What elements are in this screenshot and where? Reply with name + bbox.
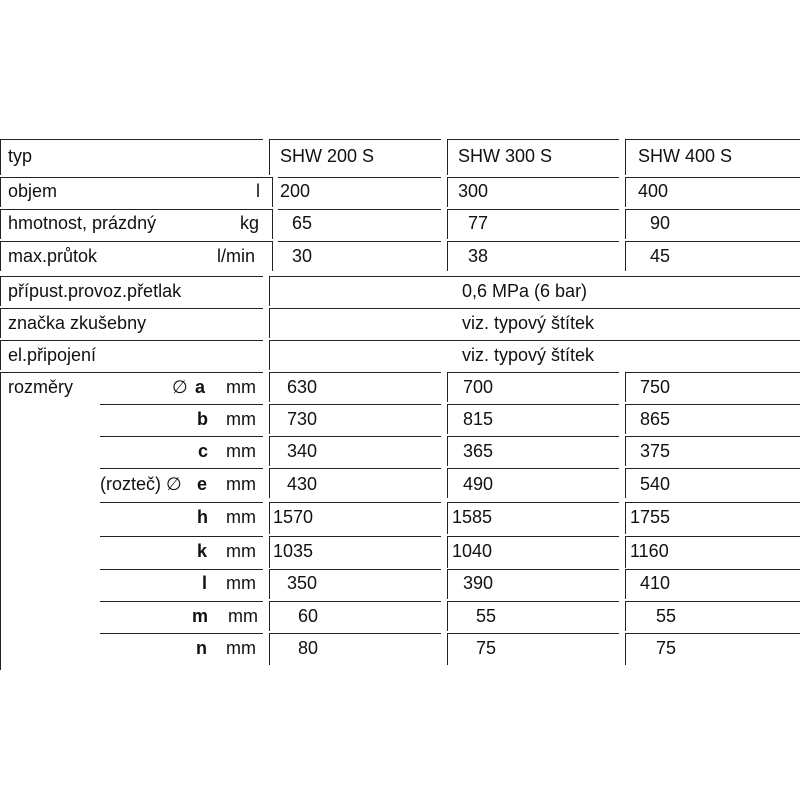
col-divider (447, 468, 448, 498)
col-divider (0, 241, 1, 271)
cell-value: 75 (656, 638, 677, 658)
cell-value: 350 (287, 573, 318, 593)
row-label-hmotnost: hmotnost, prázdný (8, 213, 157, 233)
cell-value: 375 (640, 441, 671, 461)
row-divider (100, 436, 263, 437)
cell-value: 400 (638, 181, 669, 201)
row-divider (625, 436, 800, 437)
dim-key: k (197, 541, 208, 561)
col-divider (625, 468, 626, 498)
row-divider (447, 601, 619, 602)
row-divider (625, 468, 800, 469)
dim-key: e (197, 474, 208, 494)
cell-value: 65 (292, 213, 313, 233)
col-divider (447, 209, 448, 239)
col-divider (625, 241, 626, 271)
col-divider (269, 633, 270, 665)
row-divider (100, 502, 263, 503)
cell-value: 750 (640, 377, 671, 397)
col-divider (625, 633, 626, 665)
cell-value: 340 (287, 441, 318, 461)
row-divider (278, 241, 441, 242)
row-divider (269, 468, 441, 469)
unit-label: mm (226, 441, 256, 461)
row-divider (0, 308, 263, 309)
cell-value: 430 (287, 474, 318, 494)
unit-label: mm (228, 606, 258, 626)
row-label-zkusebny: značka zkušebny (8, 313, 147, 333)
row-divider (269, 536, 441, 537)
col-divider (0, 340, 1, 370)
row-divider (269, 404, 441, 405)
row-divider (100, 633, 263, 634)
col-divider (625, 209, 626, 239)
col-divider (269, 601, 270, 631)
column-header: SHW 300 S (458, 146, 553, 166)
row-divider (447, 633, 619, 634)
dim-key: c (198, 441, 209, 461)
col-divider (272, 209, 273, 239)
cell-value: 390 (463, 573, 494, 593)
cell-value: 1755 (630, 507, 671, 527)
row-divider (269, 372, 441, 373)
cell-value: 90 (650, 213, 671, 233)
col-divider (269, 340, 270, 370)
unit-label: kg (240, 213, 260, 233)
col-divider (269, 536, 270, 568)
row-divider (0, 372, 263, 373)
cell-value: 77 (468, 213, 489, 233)
col-divider (625, 536, 626, 568)
cell-value: 38 (468, 246, 489, 266)
col-divider (447, 404, 448, 434)
col-divider (0, 372, 1, 670)
cell-value: 365 (463, 441, 494, 461)
col-divider (269, 436, 270, 466)
col-divider (269, 404, 270, 434)
row-divider (625, 404, 800, 405)
row-divider (625, 372, 800, 373)
dim-key: h (197, 507, 208, 527)
cell-value: 540 (640, 474, 671, 494)
row-divider (625, 536, 800, 537)
col-divider (0, 139, 1, 175)
col-divider (625, 601, 626, 631)
row-divider (447, 468, 619, 469)
col-divider (447, 372, 448, 402)
row-label-pripojeni: el.připojení (8, 345, 97, 365)
row-divider (0, 241, 272, 242)
row-divider (269, 308, 800, 309)
col-divider (269, 308, 270, 338)
row-divider (269, 569, 441, 570)
col-divider (447, 633, 448, 665)
cell-value: 1040 (452, 541, 493, 561)
row-divider (278, 177, 441, 178)
dim-key: n (196, 638, 207, 658)
row-divider (100, 601, 263, 602)
cell-value: 865 (640, 409, 671, 429)
col-divider (625, 177, 626, 207)
row-divider (447, 139, 619, 140)
col-divider (625, 139, 626, 175)
row-divider (269, 276, 800, 277)
row-divider (0, 209, 272, 210)
cell-value: 815 (463, 409, 494, 429)
col-divider (625, 502, 626, 534)
cell-value: 1035 (273, 541, 314, 561)
unit-label: mm (226, 377, 256, 397)
row-divider (100, 536, 263, 537)
row-divider (100, 569, 263, 570)
dim-key: l (202, 573, 208, 593)
row-divider (278, 209, 441, 210)
row-divider (625, 241, 800, 242)
col-divider (625, 436, 626, 466)
unit-label: mm (226, 409, 256, 429)
dim-key: m (192, 606, 209, 626)
col-divider (269, 372, 270, 402)
cell-value: viz. typový štítek (462, 313, 595, 333)
row-divider (100, 404, 263, 405)
cell-value: 200 (280, 181, 311, 201)
unit-label: l (256, 181, 260, 201)
unit-label: mm (226, 541, 256, 561)
row-divider (625, 177, 800, 178)
cell-value: 1160 (630, 541, 669, 561)
col-divider (447, 241, 448, 271)
row-label-rozmery: rozměry (8, 377, 74, 397)
col-divider (0, 308, 1, 338)
cell-value: viz. typový štítek (462, 345, 595, 365)
row-divider (447, 404, 619, 405)
unit-label: mm (226, 573, 256, 593)
row-divider (447, 209, 619, 210)
col-divider (447, 177, 448, 207)
row-label-prutok: max.průtok (8, 246, 98, 266)
col-divider (269, 502, 270, 534)
row-divider (447, 177, 619, 178)
row-divider (447, 536, 619, 537)
cell-value: 730 (287, 409, 318, 429)
row-divider (625, 601, 800, 602)
cell-value: 700 (463, 377, 494, 397)
col-divider (625, 404, 626, 434)
cell-value: 490 (463, 474, 494, 494)
row-divider (0, 177, 272, 178)
row-divider (100, 468, 263, 469)
row-divider (269, 633, 441, 634)
cell-value: 1570 (273, 507, 314, 527)
cell-value: 80 (298, 638, 319, 658)
cell-value: 55 (656, 606, 677, 626)
row-divider (447, 372, 619, 373)
row-divider (269, 340, 800, 341)
pitch-diameter-label: (rozteč) ∅ (100, 474, 182, 494)
col-divider (269, 139, 270, 175)
row-divider (447, 436, 619, 437)
col-divider (447, 601, 448, 631)
cell-value: 1585 (452, 507, 493, 527)
col-divider (0, 276, 1, 306)
col-divider (625, 569, 626, 599)
cell-value: 300 (458, 181, 489, 201)
dim-key: a (195, 377, 206, 397)
col-divider (625, 372, 626, 402)
row-divider (447, 502, 619, 503)
unit-label: mm (226, 507, 256, 527)
col-divider (447, 536, 448, 568)
cell-value: 0,6 MPa (6 bar) (462, 281, 588, 301)
row-divider (625, 633, 800, 634)
row-divider (625, 569, 800, 570)
diameter-symbol: ∅ (172, 377, 188, 397)
col-divider (447, 569, 448, 599)
column-header: SHW 200 S (280, 146, 375, 166)
row-divider (269, 601, 441, 602)
column-header: SHW 400 S (638, 146, 733, 166)
cell-value: 55 (476, 606, 497, 626)
col-divider (447, 139, 448, 175)
row-divider (0, 139, 263, 140)
row-divider (269, 502, 441, 503)
col-divider (447, 502, 448, 534)
dim-key: b (197, 409, 208, 429)
row-label-pretlak: přípust.provoz.přetlak (8, 281, 182, 301)
cell-value: 45 (650, 246, 671, 266)
cell-value: 75 (476, 638, 497, 658)
row-label-typ: typ (8, 146, 33, 166)
unit-label: mm (226, 474, 256, 494)
col-divider (0, 177, 1, 207)
cell-value: 60 (298, 606, 319, 626)
col-divider (269, 276, 270, 306)
col-divider (269, 468, 270, 498)
col-divider (0, 209, 1, 239)
col-divider (447, 436, 448, 466)
unit-label: l/min (217, 246, 256, 266)
col-divider (269, 569, 270, 599)
row-divider (269, 139, 441, 140)
row-label-objem: objem (8, 181, 58, 201)
row-divider (269, 436, 441, 437)
row-divider (0, 276, 263, 277)
row-divider (0, 340, 263, 341)
cell-value: 30 (292, 246, 313, 266)
cell-value: 630 (287, 377, 318, 397)
row-divider (447, 569, 619, 570)
col-divider (272, 241, 273, 271)
col-divider (272, 177, 273, 207)
cell-value: 410 (640, 573, 671, 593)
row-divider (625, 209, 800, 210)
unit-label: mm (226, 638, 256, 658)
row-divider (625, 502, 800, 503)
row-divider (625, 139, 800, 140)
row-divider (447, 241, 619, 242)
